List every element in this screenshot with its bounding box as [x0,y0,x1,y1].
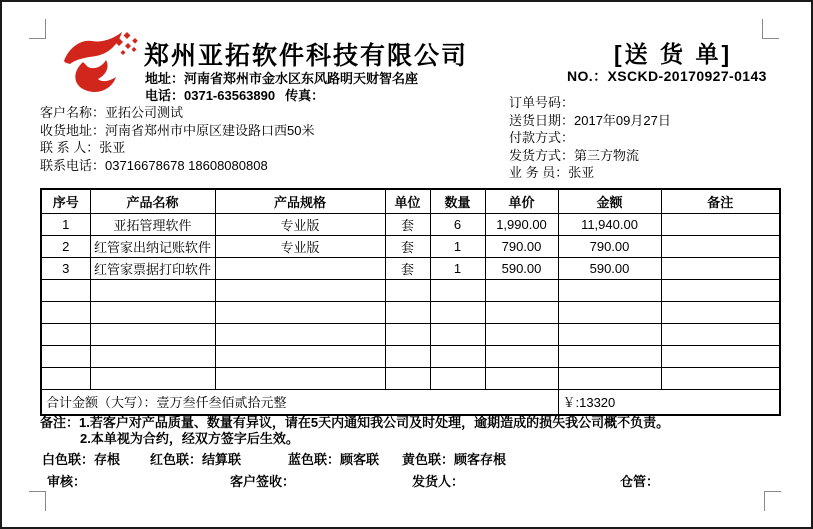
table-cell: 3 [41,257,90,279]
company-name: 郑州亚拓软件科技有限公司 [144,42,469,70]
remark-line-2: 2.本单视为合约，经双方签字后生效。 [80,431,299,446]
red-copy-item [150,449,241,468]
contact-phone-value: 03716678678 18608080808 [105,157,268,173]
phone-label: 电话： [145,88,185,103]
payment-method-row [509,129,671,147]
table-cell [558,345,661,367]
salesperson-row [509,164,671,182]
yellow-copy-value: 顾客存根 [454,452,507,467]
company-phone-line [145,85,324,104]
contact-phone-label: 联系电话： [40,157,106,173]
table-cell [385,323,430,345]
white-copy-value: 存根 [94,452,121,467]
document-number-value: XSCKD-20170927-0143 [607,68,767,84]
shipping-address-row [40,122,314,140]
table-cell [661,235,780,257]
shipping-address-value: 河南省郑州市中原区建设路口西50米 [105,122,315,138]
table-row [41,323,780,345]
table-cell [430,279,485,301]
payment-method-label: 付款方式： [509,130,575,145]
table-cell [430,345,485,367]
customer-name-row [40,104,314,122]
customer-info-block [40,104,314,174]
table-cell [385,279,430,301]
table-cell [215,367,385,389]
blue-copy-item [288,449,379,468]
table-cell [385,367,430,389]
table-cell: 1 [430,235,485,257]
contact-phone-row [40,157,314,175]
order-info-block [509,94,671,182]
table-cell [385,345,430,367]
contact-person-label: 联 系 人： [40,140,100,155]
table-cell [90,279,215,301]
table-cell [90,301,215,323]
order-number-row [509,94,671,112]
table-cell: 红管家出纳记账软件 [90,235,215,257]
table-cell [485,345,558,367]
table-cell: 790.00 [558,235,661,257]
table-cell: 590.00 [558,257,661,279]
delivery-date-row [509,112,671,130]
table-cell: 790.00 [485,235,558,257]
auditor-signature-label: 审核： [47,474,87,489]
table-cell [558,301,661,323]
yellow-copy-label: 黄色联： [402,452,455,467]
table-cell: 6 [430,213,485,235]
customer-signature-label: 客户签收： [230,474,296,489]
contact-person-row [40,139,314,157]
table-cell [485,301,558,323]
remark-line-1: 备注：1.若客户对产品质量、数量有异议，请在5天内通知我公司及时处理，逾期造成的损失我公司概不负责。 [40,415,670,430]
table-cell [485,279,558,301]
table-row [41,345,780,367]
delivery-date-label: 送货日期： [509,112,575,128]
corner-mark-top-right [762,19,779,39]
document-number-label: NO.： [567,68,608,84]
red-copy-label: 红色联： [150,452,203,467]
items-table-header-row [41,189,780,213]
table-cell [41,323,90,345]
table-cell [41,345,90,367]
table-cell [90,367,215,389]
shipping-method-value: 第三方物流 [574,147,640,163]
customer-name-value: 亚拓公司测试 [105,105,184,120]
column-header: 单价 [485,189,558,213]
white-copy-label: 白色联： [42,452,95,467]
corner-mark-bottom-left [29,491,46,511]
white-copy-item [42,449,120,468]
table-cell [558,323,661,345]
table-cell [430,301,485,323]
table-cell [661,323,780,345]
column-header: 序号 [41,189,90,213]
column-header: 数量 [430,189,485,213]
yellow-copy-item [402,449,506,468]
customer-name-label: 客户名称： [40,105,106,120]
table-cell: 套 [385,257,430,279]
table-cell [661,301,780,323]
table-cell [558,367,661,389]
table-cell [661,257,780,279]
table-row [41,279,780,301]
salesperson-label: 业 务 员： [509,165,569,180]
table-row [41,235,780,257]
blue-copy-value: 顾客联 [340,452,380,467]
contact-person-value: 张亚 [99,140,126,155]
table-cell [215,301,385,323]
table-cell [41,279,90,301]
document-title: [送 货 单] [614,41,733,67]
table-cell: 590.00 [485,257,558,279]
remarks-block [40,415,669,447]
total-row [41,389,780,415]
table-cell: 套 [385,213,430,235]
table-cell: 亚拓管理软件 [90,213,215,235]
delivery-date-value: 2017年09月27日 [574,112,671,128]
table-cell [41,301,90,323]
table-cell [485,367,558,389]
table-cell: 2 [41,235,90,257]
phone-value: 0371-63563890 [184,88,276,103]
table-cell [485,323,558,345]
column-header: 单位 [385,189,430,213]
table-cell [215,345,385,367]
table-row [41,367,780,389]
table-cell [430,367,485,389]
table-cell [90,323,215,345]
corner-mark-top-left [29,19,46,39]
table-cell: 1 [41,213,90,235]
column-header: 产品规格 [215,189,385,213]
items-table-body [41,213,780,389]
copies-legend [2,449,811,465]
total-amount-words: 合计金额（大写）：壹万叁仟叁佰贰拾元整 [41,389,558,415]
table-cell [661,213,780,235]
document-number [567,66,767,86]
items-table [40,188,781,416]
company-logo-bird-icon [56,29,138,98]
table-cell [661,367,780,389]
table-cell [41,367,90,389]
table-cell [215,323,385,345]
table-cell: 1 [430,257,485,279]
table-cell: 套 [385,235,430,257]
signature-line [2,471,811,487]
table-row [41,213,780,235]
warehouse-signature-label: 仓管： [620,474,660,489]
table-row [41,257,780,279]
table-cell: 红管家票据打印软件 [90,257,215,279]
column-header: 产品名称 [90,189,215,213]
table-cell: 11,940.00 [558,213,661,235]
column-header: 备注 [661,189,780,213]
table-cell [661,279,780,301]
blue-copy-label: 蓝色联： [288,452,341,467]
salesperson-value: 张亚 [568,165,595,180]
corner-mark-bottom-right [764,491,781,511]
address-value: 河南省郑州市金水区东风路明天财智名座 [184,71,419,86]
shipping-address-label: 收货地址： [40,122,106,138]
column-header: 金额 [558,189,661,213]
table-cell [385,301,430,323]
table-cell: 专业版 [215,235,385,257]
shipping-method-row [509,147,671,165]
table-cell: 专业版 [215,213,385,235]
table-cell [215,257,385,279]
order-number-label: 订单号码： [509,95,575,110]
shipper-signature-label: 发货人： [412,474,465,489]
address-label: 地址： [145,71,185,86]
table-cell [90,345,215,367]
table-cell [215,279,385,301]
shipping-method-label: 发货方式： [509,147,575,163]
table-cell: 1,990.00 [485,213,558,235]
table-row [41,301,780,323]
red-copy-value: 结算联 [202,452,242,467]
fax-label: 传真： [285,88,325,103]
total-amount-figure: ￥:13320 [558,389,780,415]
table-cell [661,345,780,367]
table-cell [430,323,485,345]
table-cell [558,279,661,301]
